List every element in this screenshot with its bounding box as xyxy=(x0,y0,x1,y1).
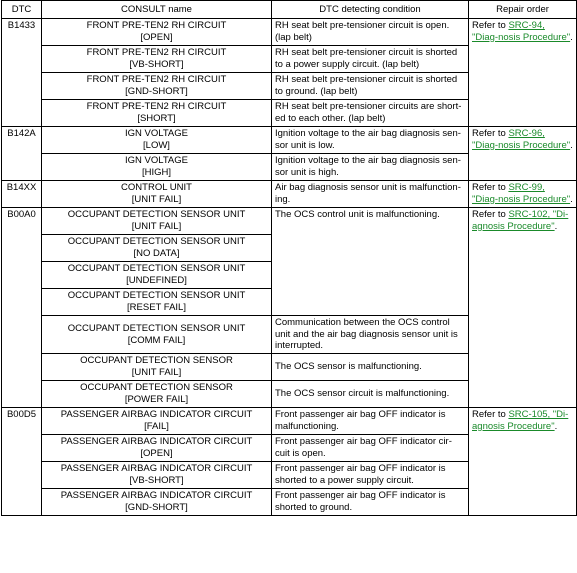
consult-name: PASSENGER AIRBAG INDICATOR CIRCUIT [GND-SHORT] xyxy=(42,489,272,516)
consult-name: OCCUPANT DETECTION SENSOR UNIT [NO DATA] xyxy=(42,235,272,262)
consult-name: FRONT PRE-TEN2 RH CIRCUIT [VB-SHORT] xyxy=(42,46,272,73)
detecting-condition: Front passenger air bag OFF indicator is shorted to ground. xyxy=(272,489,469,516)
consult-name: OCCUPANT DETECTION SENSOR UNIT [UNIT FAIL] xyxy=(42,208,272,235)
detecting-condition: RH seat belt pre-tensioner circuit is shorted to ground. (lap belt) xyxy=(272,73,469,100)
dtc-code: B1433 xyxy=(2,19,42,127)
detecting-condition: Front passenger air bag OFF indicator is malfunctioning. xyxy=(272,408,469,435)
detecting-condition: RH seat belt pre-tensioner circuit is shorted to a power supply circuit. (lap belt) xyxy=(272,46,469,73)
repair-order: Refer to SRC-99, "Diag-nosis Procedure". xyxy=(469,181,577,208)
consult-name: FRONT PRE-TEN2 RH CIRCUIT [GND-SHORT] xyxy=(42,73,272,100)
consult-name: PASSENGER AIRBAG INDICATOR CIRCUIT [FAIL] xyxy=(42,408,272,435)
dtc-code: B00D5 xyxy=(2,408,42,516)
consult-name: OCCUPANT DETECTION SENSOR UNIT [UNDEFINED] xyxy=(42,262,272,289)
consult-name: OCCUPANT DETECTION SENSOR UNIT [RESET FAIL] xyxy=(42,289,272,316)
detecting-condition: The OCS control unit is malfunctioning. xyxy=(272,208,469,316)
detecting-condition: Air bag diagnosis sensor unit is malfunction-ing. xyxy=(272,181,469,208)
detecting-condition: RH seat belt pre-tensioner circuits are short-ed to each other. (lap belt) xyxy=(272,100,469,127)
header-dtc: DTC xyxy=(2,1,42,19)
table-row xyxy=(2,127,577,154)
table-row xyxy=(2,208,577,235)
dtc-table xyxy=(1,0,577,516)
consult-name: OCCUPANT DETECTION SENSOR [POWER FAIL] xyxy=(42,381,272,408)
consult-name: FRONT PRE-TEN2 RH CIRCUIT [SHORT] xyxy=(42,100,272,127)
consult-name: IGN VOLTAGE [HIGH] xyxy=(42,154,272,181)
consult-name: IGN VOLTAGE [LOW] xyxy=(42,127,272,154)
repair-link[interactable]: SRC-102, "Di-agnosis Procedure" xyxy=(472,209,569,232)
header-consult-name: CONSULT name xyxy=(42,1,272,19)
repair-order: Refer to SRC-94, "Diag-nosis Procedure". xyxy=(469,19,577,127)
dtc-code: B00A0 xyxy=(2,208,42,408)
detecting-condition: RH seat belt pre-tensioner circuit is open. (lap belt) xyxy=(272,19,469,46)
repair-link[interactable]: SRC-96, "Diag-nosis Procedure" xyxy=(472,128,571,151)
consult-name: OCCUPANT DETECTION SENSOR UNIT [COMM FAIL] xyxy=(42,316,272,354)
consult-name: OCCUPANT DETECTION SENSOR [UNIT FAIL] xyxy=(42,354,272,381)
detecting-condition: Ignition voltage to the air bag diagnosis sen-sor unit is high. xyxy=(272,154,469,181)
table-row xyxy=(2,181,577,208)
detecting-condition: Communication between the OCS control unit and the air bag diagnosis sensor unit is interrupted. xyxy=(272,316,469,354)
detecting-condition: Front passenger air bag OFF indicator is shorted to a power supply circuit. xyxy=(272,462,469,489)
repair-link[interactable]: SRC-99, "Diag-nosis Procedure" xyxy=(472,182,571,205)
consult-name: PASSENGER AIRBAG INDICATOR CIRCUIT [OPEN] xyxy=(42,435,272,462)
detecting-condition: Front passenger air bag OFF indicator cir-cuit is open. xyxy=(272,435,469,462)
repair-order: Refer to SRC-96, "Diag-nosis Procedure". xyxy=(469,127,577,181)
detecting-condition: Ignition voltage to the air bag diagnosis sen-sor unit is low. xyxy=(272,127,469,154)
consult-name: PASSENGER AIRBAG INDICATOR CIRCUIT [VB-SHORT] xyxy=(42,462,272,489)
repair-link[interactable]: SRC-94, "Diag-nosis Procedure" xyxy=(472,20,571,43)
detecting-condition: The OCS sensor circuit is malfunctioning. xyxy=(272,381,469,408)
header-detecting-condition: DTC detecting condition xyxy=(272,1,469,19)
repair-order: Refer to SRC-102, "Di-agnosis Procedure". xyxy=(469,208,577,408)
consult-name: CONTROL UNIT [UNIT FAIL] xyxy=(42,181,272,208)
table-row xyxy=(2,19,577,46)
dtc-code: B142A xyxy=(2,127,42,181)
repair-order: Refer to SRC-105, "Di-agnosis Procedure". xyxy=(469,408,577,516)
header-repair-order: Repair order xyxy=(469,1,577,19)
table-row xyxy=(2,408,577,435)
dtc-code: B14XX xyxy=(2,181,42,208)
consult-name: FRONT PRE-TEN2 RH CIRCUIT [OPEN] xyxy=(42,19,272,46)
repair-link[interactable]: SRC-105, "Di-agnosis Procedure" xyxy=(472,409,569,432)
detecting-condition: The OCS sensor is malfunctioning. xyxy=(272,354,469,381)
header-row xyxy=(2,1,577,19)
